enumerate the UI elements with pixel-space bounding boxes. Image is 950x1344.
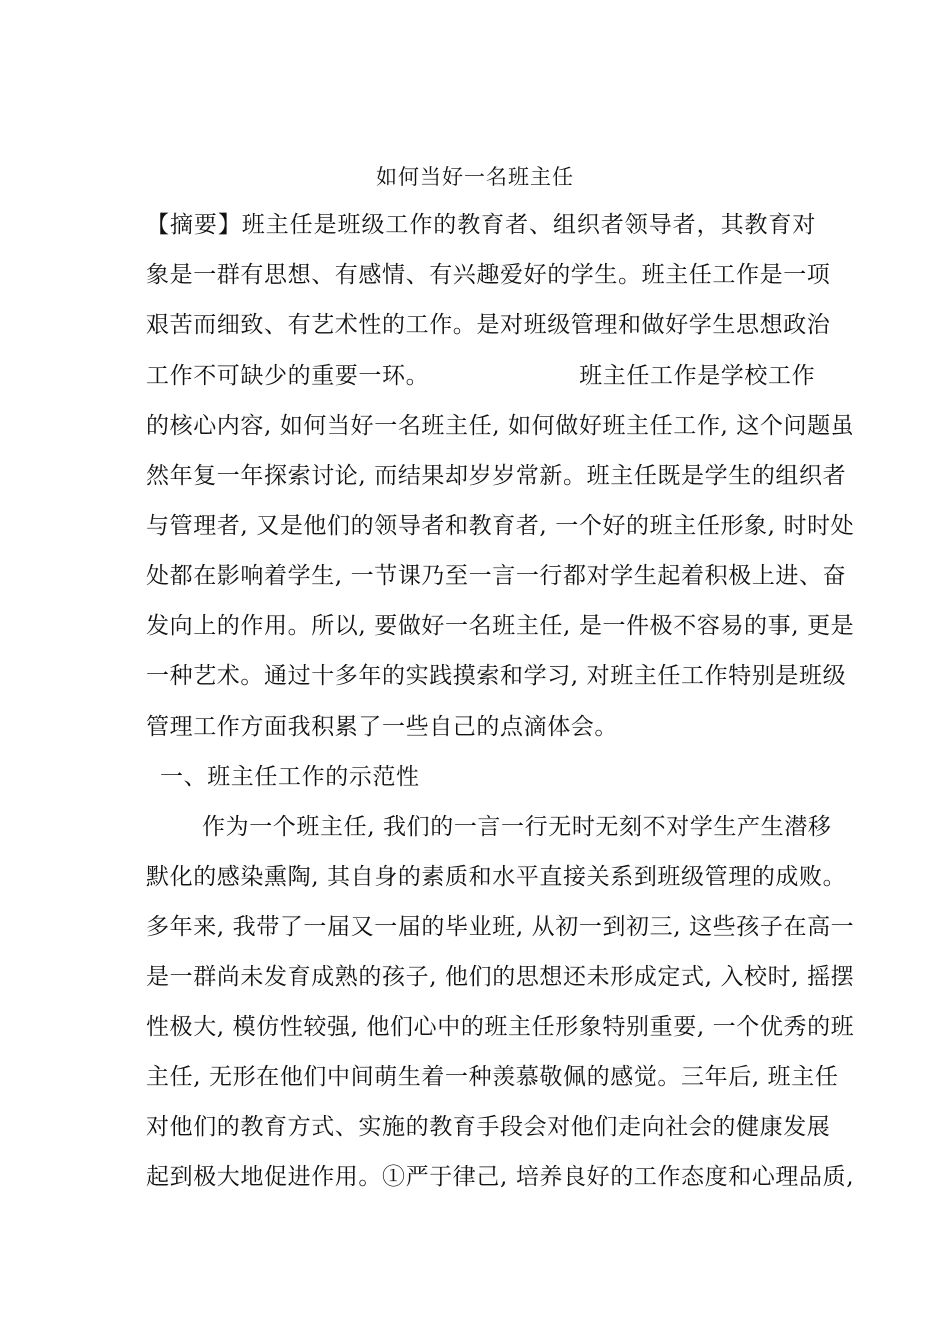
section-line-5: 性极大, 模仿性较强, 他们心中的班主任形象特别重要, 一个优秀的班 <box>146 1014 855 1040</box>
abstract-line-4-end: 班主任工作是学校工作 <box>579 363 816 389</box>
abstract-line-1: 【摘要】班主任是班级工作的教育者、组织者领导者，其教育对 <box>146 212 816 238</box>
abstract-line-4-start: 工作不可缺少的重要一环。 <box>146 363 430 389</box>
section-line-3: 多年来, 我带了一届又一届的毕业班, 从初一到初三, 这些孩子在高一 <box>146 914 855 940</box>
abstract-line-4 <box>146 361 816 391</box>
body-line-5: 发向上的作用。所以, 要做好一名班主任, 是一件极不容易的事, 更是 <box>146 613 855 639</box>
section-line-2: 默化的感染熏陶, 其自身的素质和水平直接关系到班级管理的成败。 <box>146 864 847 890</box>
section-line-4: 是一群尚未发育成熟的孩子, 他们的思想还未形成定式, 入校时, 摇摆 <box>146 964 855 990</box>
body-line-6: 一种艺术。通过十多年的实践摸索和学习, 对班主任工作特别是班级 <box>146 663 847 689</box>
section-line-1: 作为一个班主任, 我们的一言一行无时无刻不对学生产生潜移 <box>202 814 832 840</box>
abstract-line-3: 艰苦而细致、有艺术性的工作。是对班级管理和做好学生思想政治 <box>146 312 831 338</box>
body-line-4: 处都在影响着学生, 一节课乃至一言一行都对学生起着积极上进、奋 <box>146 563 847 589</box>
abstract-line-2: 象是一群有思想、有感情、有兴趣爱好的学生。班主任工作是一项 <box>146 262 831 288</box>
section-line-6: 主任, 无形在他们中间萌生着一种羡慕敬佩的感觉。三年后, 班主任 <box>146 1064 839 1090</box>
body-line-7: 管理工作方面我积累了一些自己的点滴体会。 <box>146 714 618 740</box>
body-line-3: 与管理者, 又是他们的领导者和教育者, 一个好的班主任形象, 时时处 <box>146 513 855 539</box>
document-title: 如何当好一名班主任 <box>376 165 574 189</box>
section-line-8: 起到极大地促进作用。①严于律己, 培养良好的工作态度和心理品质, <box>146 1164 855 1190</box>
section-line-7: 对他们的教育方式、实施的教育手段会对他们走向社会的健康发展 <box>146 1114 831 1140</box>
body-line-1: 的核心内容, 如何当好一名班主任, 如何做好班主任工作, 这个问题虽 <box>146 413 855 439</box>
section-heading: 一、班主任工作的示范性 <box>160 764 420 790</box>
body-line-2: 然年复一年探索讨论, 而结果却岁岁常新。班主任既是学生的组织者 <box>146 463 847 489</box>
